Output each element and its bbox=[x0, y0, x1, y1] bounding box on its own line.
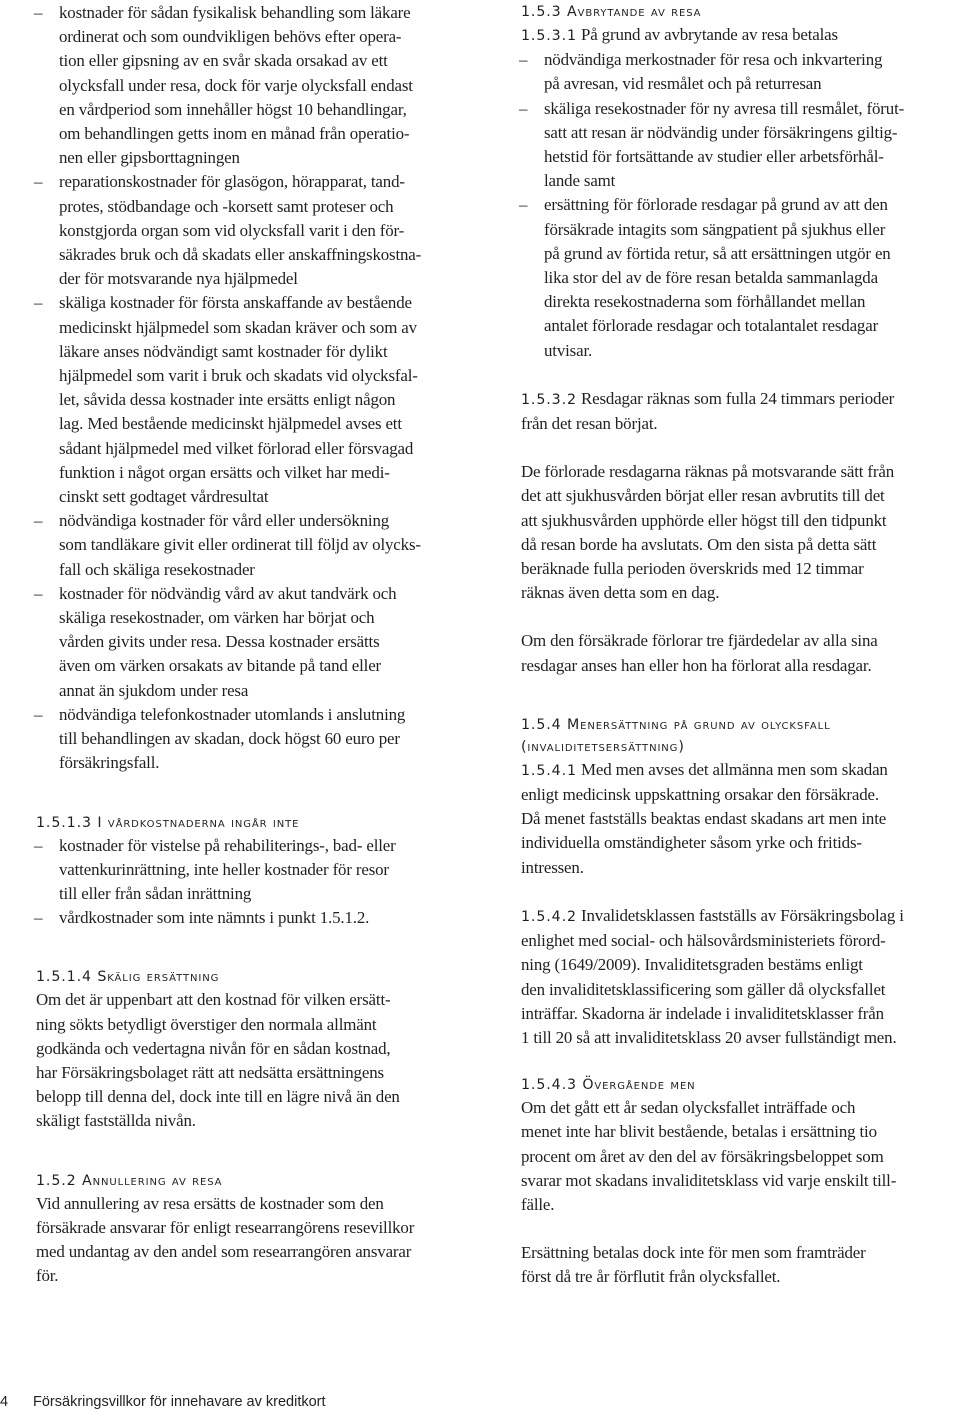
list-item bbox=[36, 703, 482, 776]
text-line: der för motsvarande nya hjälpmedel bbox=[59, 269, 298, 289]
text-line: ordinerat och som oundvikligen behövs efter opera- bbox=[59, 27, 402, 47]
text-line: Om det är uppenbart att den kostnad för vilken ersätt- bbox=[36, 990, 391, 1010]
text-line: enlighet med social- och hälsovårdsministeriets förord- bbox=[521, 931, 886, 951]
text-line: först då tre år förflutit från olycksfallet. bbox=[521, 1267, 781, 1287]
text-line: en vårdperiod som innehåller högst 10 behandlingar, bbox=[59, 99, 407, 119]
list-item-text bbox=[59, 584, 396, 700]
dash-marker: – bbox=[34, 583, 43, 603]
text-line: inträffar. Skadorna är indelade i invaliditetsklasser från bbox=[521, 1003, 884, 1023]
list-item bbox=[36, 1, 482, 170]
dash-marker: – bbox=[519, 98, 528, 118]
text-line: ning sökts betydligt överstiger den normala allmänt bbox=[36, 1014, 377, 1034]
text-line: även om värken orsakats av bitande på tand eller bbox=[59, 656, 382, 676]
heading-152: 1.5.2 Annullering av resa bbox=[36, 1172, 223, 1189]
dash-marker: – bbox=[34, 908, 43, 928]
text-line: Resdagar räknas som fulla 24 timmars perioder bbox=[581, 388, 895, 408]
text-line: vården givits under resa. Dessa kostnader ersätts bbox=[59, 632, 380, 652]
list-item bbox=[36, 509, 482, 582]
list-item bbox=[36, 170, 482, 291]
list-item-text bbox=[59, 836, 396, 903]
list-item bbox=[36, 582, 482, 703]
heading-153: 1.5.3 Avbrytande av resa bbox=[521, 4, 702, 20]
text-line: det att sjukhusvården börjat eller resan avbrutits till det bbox=[521, 486, 885, 506]
text-line: den invaliditetsklassificering som gäller då olycksfallet bbox=[521, 979, 886, 999]
footer-title: Försäkringsvillkor för innehavare av kreditkort bbox=[33, 1394, 326, 1410]
list-item-text bbox=[59, 511, 421, 578]
list-item bbox=[36, 291, 482, 509]
text-line: fälle. bbox=[521, 1194, 555, 1214]
text-line: Om det gått ett år sedan olycksfallet inträffade och bbox=[521, 1098, 856, 1118]
list-item-text bbox=[59, 172, 421, 288]
text-line: belopp till denna del, dock inte till en lägre nivå än den bbox=[36, 1087, 400, 1107]
text-line: Ersättning betalas dock inte för men som framträder bbox=[521, 1243, 866, 1263]
subsection-number: 1.5.3.1 bbox=[521, 28, 577, 44]
paragraph-final bbox=[521, 1241, 959, 1289]
text-line: resdagar anses han eller hon ha förlorat alla resdagar. bbox=[521, 655, 872, 675]
text-line: godkända och vedertagna nivån för en sådan kostnad, bbox=[36, 1038, 391, 1058]
text-line: Om den försäkrade förlorar tre fjärdedelar av alla sina bbox=[521, 631, 878, 651]
text-line: nen eller gipsborttagningen bbox=[59, 148, 240, 168]
text-line: från det resan börjat. bbox=[521, 414, 658, 434]
list-item-text bbox=[544, 99, 904, 191]
list-item bbox=[521, 48, 959, 96]
page-footer bbox=[0, 1393, 326, 1411]
list-item-text bbox=[59, 293, 418, 506]
right-column bbox=[521, 0, 959, 1290]
text-line: vattenkurinrättning, inte heller kostnader för resor bbox=[59, 859, 389, 879]
text-line: då resan borde ha avslutats. Om den sista på detta sätt bbox=[521, 534, 877, 554]
heading-1513: 1.5.1.3 I vårdkostnaderna ingår inte bbox=[36, 814, 300, 831]
heading-1543: 1.5.4.3 Övergående men bbox=[521, 1077, 696, 1094]
text-line: menet inte har blivit bestående, betalas i ersättning tio bbox=[521, 1122, 877, 1142]
subsection-1541 bbox=[521, 758, 959, 880]
text-line: nödvändiga merkostnader för resa och inkvartering bbox=[544, 50, 883, 70]
text-line: lika stor del av de före resan betalda sammanlagda bbox=[544, 268, 878, 288]
dash-marker: – bbox=[34, 835, 43, 855]
text-line: räknas även detta som en dag. bbox=[521, 583, 720, 603]
text-line: som tandläkare givit eller ordinerat till följd av olycks- bbox=[59, 535, 421, 555]
dash-marker: – bbox=[34, 293, 43, 313]
interruption-list bbox=[521, 48, 959, 363]
list-item bbox=[36, 906, 482, 930]
text-line: sådant hjälpmedel med vilket förlorad eller försvagad bbox=[59, 438, 414, 458]
text-line: att sjukhusvården upphörde eller högst till den tidpunkt bbox=[521, 510, 887, 530]
text-line: nödvändiga telefonkostnader utomlands i anslutning bbox=[59, 704, 406, 724]
text-line: beräknade fulla perioden överskrids med 12 timmar bbox=[521, 559, 864, 579]
text-line: för. bbox=[36, 1266, 59, 1286]
text-line: cinskt sett godtaget vårdresultat bbox=[59, 487, 269, 507]
text-line: fall och skäliga resekostnader bbox=[59, 559, 255, 579]
paragraph-three-quarters bbox=[521, 629, 959, 677]
list-item-text bbox=[59, 908, 369, 927]
text-line: kostnader för nödvändig vård av akut tandvärk och bbox=[59, 583, 397, 603]
dash-marker: – bbox=[34, 172, 43, 192]
subsection-number: 1.5.4.2 bbox=[521, 908, 577, 925]
text-line: säkrades bruk och då skadats eller anskaffningskostna- bbox=[59, 245, 422, 265]
text-line: nödvändiga kostnader för vård eller undersökning bbox=[59, 511, 390, 531]
text-line: funktion i något organ ersätts och vilket har medi- bbox=[59, 462, 390, 482]
heading-154 bbox=[521, 714, 959, 758]
text-line: intressen. bbox=[521, 857, 584, 877]
list-item-text bbox=[544, 50, 882, 93]
text-line: försäkringsfall. bbox=[59, 753, 160, 773]
heading-1514: 1.5.1.4 Skälig ersättning bbox=[36, 969, 220, 986]
text-line: Invalidetsklassen fastställs av Försäkringsbolag i bbox=[581, 905, 904, 925]
subsection-text: På grund av avbrytande av resa betalas bbox=[581, 25, 838, 44]
text-line: konstgjorda organ som vid olycksfall varit i den för- bbox=[59, 220, 405, 240]
text-line: med undantag av den andel som researrangören ansvarar bbox=[36, 1241, 412, 1261]
text-line: 1.5.4 Menersättning på grund av olycksfall bbox=[521, 716, 831, 733]
text-line: ersättning för förlorade resdagar på grund av att den bbox=[544, 195, 888, 215]
text-line: skäligt fastställda nivån. bbox=[36, 1111, 196, 1131]
left-column bbox=[36, 0, 482, 1288]
text-line: individuella omständigheter såsom yrke och fritids- bbox=[521, 833, 862, 853]
page-number: 4 bbox=[0, 1394, 9, 1410]
text-line: vårdkostnader som inte nämnts i punkt 1.5.1.2. bbox=[59, 908, 370, 928]
text-line: reparationskostnader för glasögon, hörapparat, tand- bbox=[59, 172, 405, 192]
exclusions-list bbox=[36, 834, 482, 931]
text-line: De förlorade resdagarna räknas på motsvarande sätt från bbox=[521, 462, 895, 482]
text-line: let, såvida dessa kostnader inte ersätts enligt någon bbox=[59, 390, 396, 410]
text-line: försäkrade intagits som sängpatient på sjukhus eller bbox=[544, 219, 886, 239]
dash-marker: – bbox=[34, 704, 43, 724]
list-item bbox=[521, 193, 959, 362]
text-line: skäliga resekostnader för ny avresa till resmålet, förut- bbox=[544, 98, 905, 118]
subsection-1532 bbox=[521, 387, 959, 436]
text-line: ning (1649/2009). Invaliditetsgraden bestäms enligt bbox=[521, 955, 863, 975]
subsection-number: 1.5.3.2 bbox=[521, 391, 577, 408]
text-line: Då menet fastställs beaktas endast skadans art men inte bbox=[521, 809, 887, 829]
text-line: på avresan, vid resmålet och på returresan bbox=[544, 74, 822, 94]
subsection-1542 bbox=[521, 904, 959, 1050]
text-line: till eller från sådan inrättning bbox=[59, 883, 252, 903]
dash-marker: – bbox=[34, 511, 43, 531]
text-line: tion eller gipsning av en svår skada orsakad av ett bbox=[59, 51, 388, 71]
list-item bbox=[36, 834, 482, 907]
text-line: annat än sjukdom under resa bbox=[59, 680, 249, 700]
text-line: skäliga kostnader för första anskaffande av bestående bbox=[59, 293, 412, 313]
text-line: svarar mot skadans invaliditetsklass vid varje enskilt till- bbox=[521, 1170, 897, 1190]
text-line: försäkrade ansvarar för enligt researrangörens resevillkor bbox=[36, 1217, 415, 1237]
text-line: Med men avses det allmänna men som skadan bbox=[581, 759, 888, 779]
list-item-text bbox=[59, 705, 405, 772]
text-line: kostnader för vistelse på rehabiliterings-, bad- eller bbox=[59, 835, 396, 855]
text-line: protes, stödbandage och -korsett samt proteser och bbox=[59, 196, 394, 216]
text-line: hetstid för fortsättande av studier eller arbetsförhål- bbox=[544, 147, 884, 167]
text-line: 1 till 20 så att invaliditetsklass 20 avser fullständigt men. bbox=[521, 1027, 897, 1047]
care-costs-list bbox=[36, 1, 482, 776]
text-line: har Försäkringsbolaget rätt att nedsätta ersättningens bbox=[36, 1062, 384, 1082]
dash-marker: – bbox=[519, 195, 528, 215]
text-line: olycksfall under resa, dock för varje olycksfall endast bbox=[59, 75, 413, 95]
text-line: skäliga resekostnader, om värken har börjat och bbox=[59, 608, 375, 628]
text-line: kostnader för sådan fysikalisk behandling som läkare bbox=[59, 3, 411, 22]
text-line: satt att resan är nödvändig under försäkringens giltig- bbox=[544, 122, 898, 142]
text-line: på grund av förtida retur, så att ersättningen utgör en bbox=[544, 243, 891, 263]
cancellation-text bbox=[36, 1192, 482, 1289]
text-line: till behandlingen av skadan, dock högst 60 euro per bbox=[59, 729, 400, 749]
reasonable-compensation-text bbox=[36, 988, 482, 1133]
temporary-injury-text bbox=[521, 1096, 959, 1217]
dash-marker: – bbox=[519, 50, 528, 70]
list-item-text bbox=[544, 195, 891, 359]
subsection-number: 1.5.4.1 bbox=[521, 762, 577, 779]
text-line: (invaliditetsersättning) bbox=[521, 738, 685, 755]
text-line: lande samt bbox=[544, 171, 616, 191]
text-line: antalet förlorade resdagar och totalantalet resdagar bbox=[544, 316, 879, 336]
text-line: procent om året av den del av försäkringsbeloppet som bbox=[521, 1146, 884, 1166]
text-line: utvisar. bbox=[544, 340, 593, 360]
text-line: enligt medicinsk uppskattning orsakar den försäkrade. bbox=[521, 785, 879, 805]
text-line: lag. Med bestående medicinskt hjälpmedel avses ett bbox=[59, 414, 402, 434]
text-line: om behandlingen getts inom en månad från operatio- bbox=[59, 124, 410, 144]
text-line: hjälpmedel som varit i bruk och skadats vid olycksfal- bbox=[59, 366, 418, 386]
list-item-text bbox=[59, 3, 413, 167]
text-line: Vid annullering av resa ersätts de kostnader som den bbox=[36, 1193, 384, 1213]
text-line: läkare anses nödvändigt samt kostnader för dylikt bbox=[59, 341, 388, 361]
text-line: medicinskt hjälpmedel som skadan kräver och som av bbox=[59, 317, 417, 337]
subsection-1531 bbox=[521, 23, 959, 48]
dash-marker: – bbox=[34, 3, 43, 22]
text-line: direkta resekostnaderna som förhållandet mellan bbox=[544, 292, 866, 312]
list-item bbox=[521, 97, 959, 194]
paragraph-lost-days bbox=[521, 460, 959, 605]
